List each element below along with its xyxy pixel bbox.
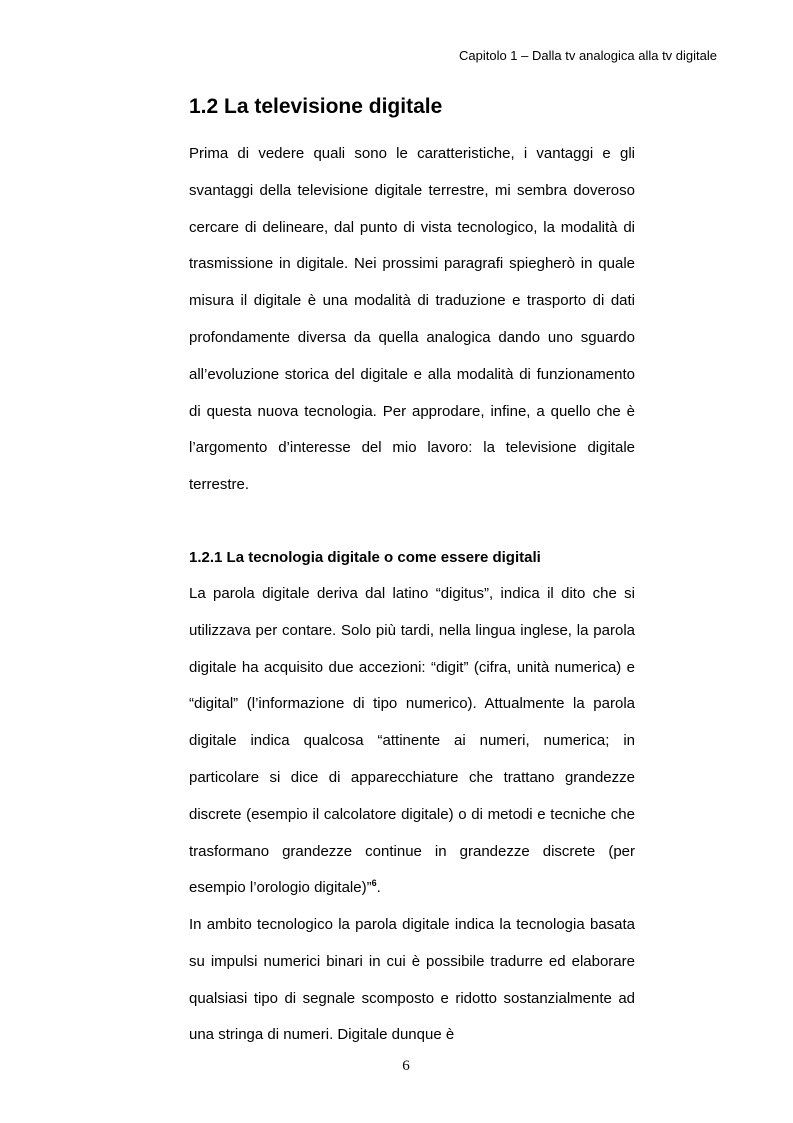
page-number: 6 (402, 1058, 410, 1074)
subsection-title: 1.2.1 La tecnologia digitale o come essere digitali (189, 549, 541, 566)
section-title: 1.2 La televisione digitale (189, 95, 443, 118)
technology-paragraph: In ambito tecnologico la parola digitale indica la tecnologia basata su impulsi numerici binari in cui è possibile tradurre ed elaborare qualsiasi tipo di segnale scomposto e ridotto sostanzialmente ad una stringa di numeri. Digitale dunque è (189, 916, 635, 1044)
running-header: Capitolo 1 – Dalla tv analogica alla tv digitale (459, 48, 717, 63)
section-intro-paragraph: Prima di vedere quali sono le caratteristiche, i vantaggi e gli svantaggi della televisione digitale terrestre, mi sembra doveroso cercare di delineare, dal punto di vista tecnologico, la modalità di trasmissione in digitale. Nei prossimi paragrafi spiegherò in quale misura il digitale è una modalità di traduzione e trasporto di dati profondamente diversa da quella analogica dando uno sguardo all’evoluzione storica del digitale e alla modalità di funzionamento di questa nuova tecnologia. Per approdare, infine, a quello che è l’argomento d’interesse del mio lavoro: la televisione digitale terrestre. (189, 145, 635, 494)
definition-paragraph (189, 576, 635, 907)
definition-period: . (376, 879, 381, 897)
definition-text: La parola digitale deriva dal latino “digitus”, indica il dito che si utilizzava per contare. Solo più tardi, nella lingua inglese, la parola digitale ha acquisito due accezioni: “digit” (cifra, unità numerica) e “digital” (l’informazione di tipo numerico). Attualmente la parola digitale indica qualcosa “attinente ai numeri, numerica; in particolare si dice di apparecchiature che trattano grandezze discrete (esempio il calcolatore digitale) o di metodi e tecniche che trasformano grandezze continue in grandezze discrete (per esempio l’orologio digitale)” (189, 585, 635, 897)
footnote-reference[interactable]: 6 (371, 878, 377, 889)
